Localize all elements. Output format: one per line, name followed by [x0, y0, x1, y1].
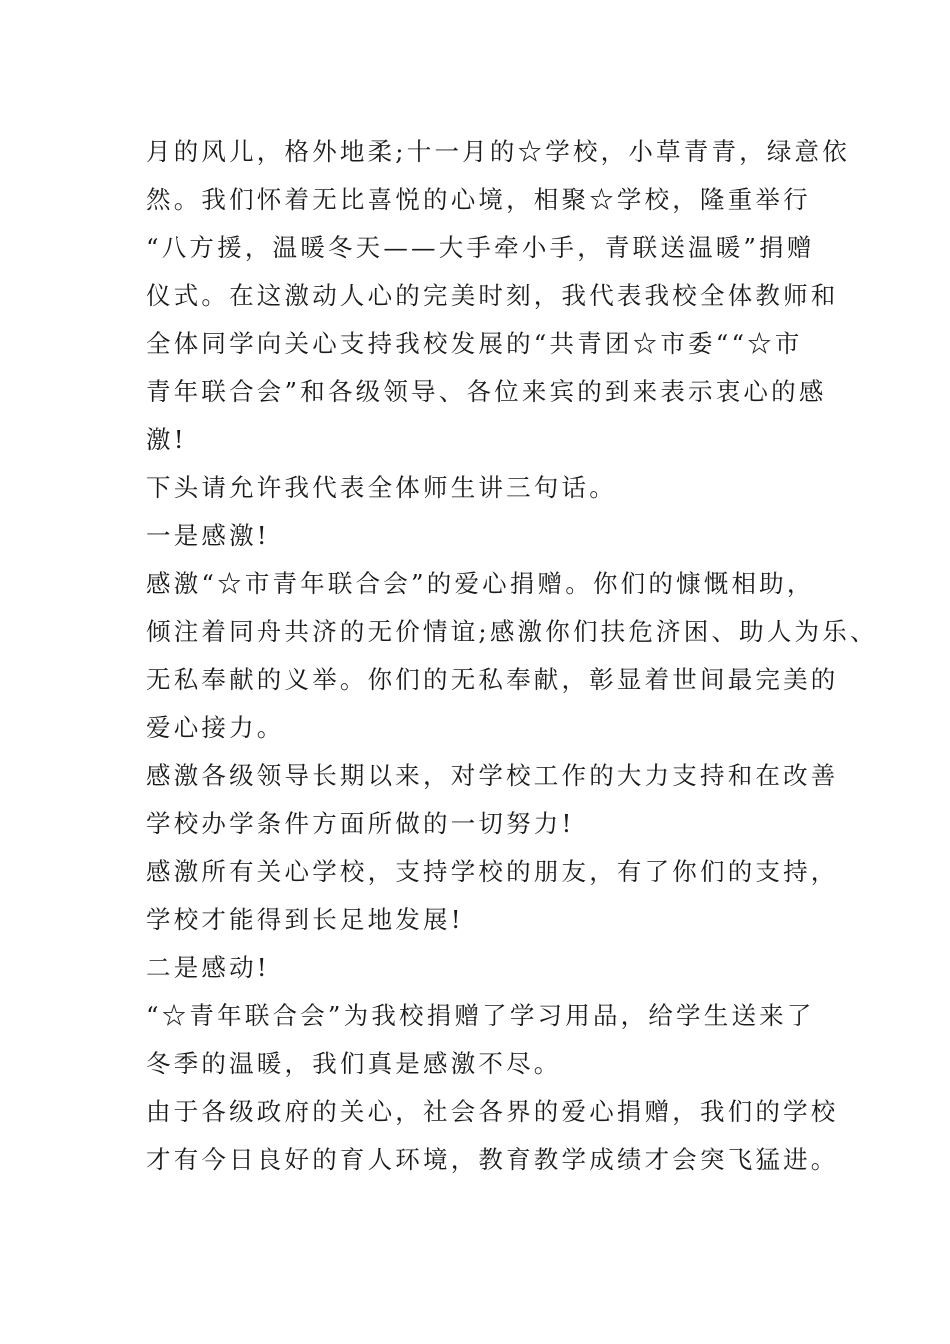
text-line: 月的风儿，格外地柔;十一月的☆学校，小草青青，绿意依 [146, 137, 850, 166]
text-line: “八方援，温暖冬天——大手牵小手，青联送温暖”捐赠 [146, 233, 815, 262]
text-line: 学校才能得到长足地发展! [146, 905, 464, 934]
text-line: 感激各级领导长期以来，对学校工作的大力支持和在改善 [146, 761, 839, 790]
text-line: 青年联合会”和各级领导、各位来宾的到来表示衷心的感 [146, 377, 827, 406]
text-line: 激! [146, 425, 187, 454]
text-line: 感激所有关心学校，支持学校的朋友，有了你们的支持， [146, 857, 839, 886]
text-line: 感激“☆市青年联合会”的爱心捐赠。你们的慷慨相助， [146, 569, 815, 598]
text-line: 冬季的温暖，我们真是感激不尽。 [146, 1049, 562, 1078]
text-line: 由于各级政府的关心，社会各界的爱心捐赠，我们的学校 [146, 1097, 839, 1126]
text-line: 然。我们怀着无比喜悦的心境，相聚☆学校，隆重举行 [146, 185, 811, 214]
text-line: 学校办学条件方面所做的一切努力! [146, 809, 575, 838]
text-line: 全体同学向关心支持我校发展的“共青团☆市委““☆市 [146, 329, 803, 358]
text-line: 一是感激! [146, 521, 270, 550]
text-line: 下头请允许我代表全体师生讲三句话。 [146, 473, 617, 502]
text-line: 才有今日良好的育人环境，教育教学成绩才会突飞猛进。 [146, 1145, 839, 1174]
text-line: “☆青年联合会”为我校捐赠了学习用品，给学生送来了 [146, 1001, 815, 1030]
text-line: 爱心接力。 [146, 713, 285, 742]
text-line: 二是感动! [146, 953, 270, 982]
text-line: 仪式。在这激动人心的完美时刻，我代表我校全体教师和 [146, 281, 839, 310]
document-body [146, 128, 878, 1184]
text-line: 倾注着同舟共济的无价情谊;感激你们扶危济困、助人为乐、 [146, 617, 878, 646]
text-line: 无私奉献的义举。你们的无私奉献，彰显着世间最完美的 [146, 665, 839, 694]
